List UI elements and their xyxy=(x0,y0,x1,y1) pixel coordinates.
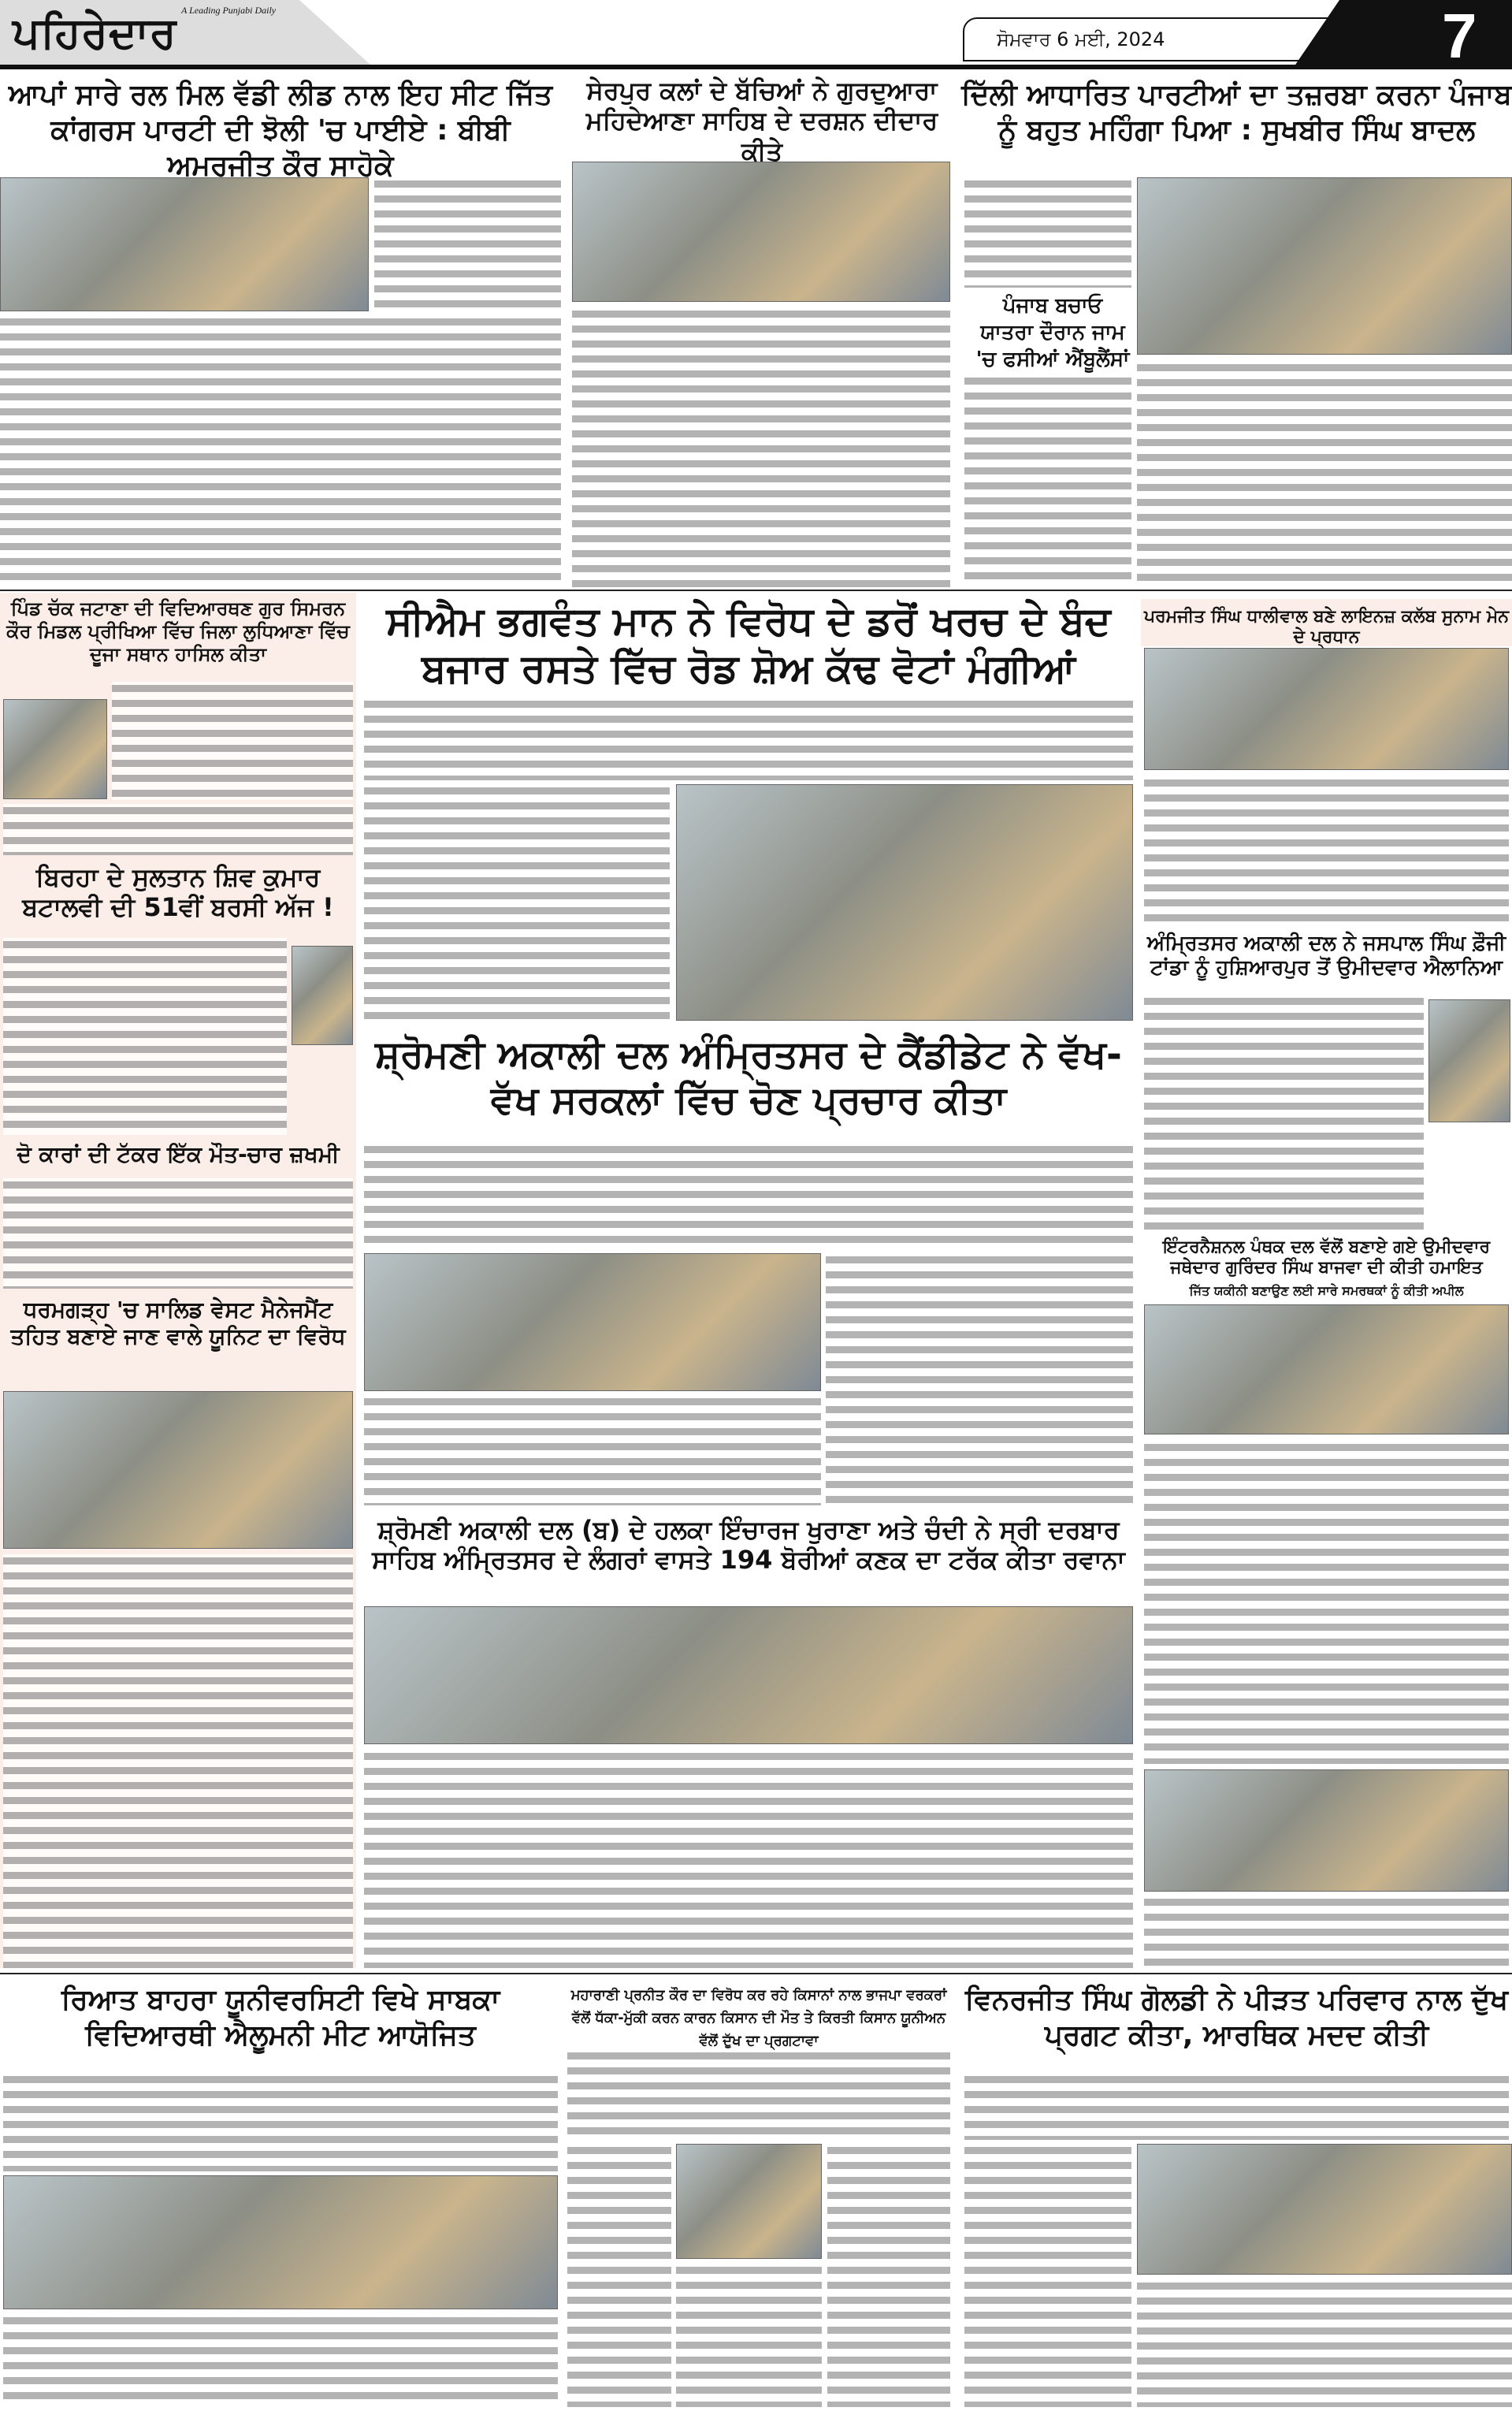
headline-goldi: ਵਿਨਰਜੀਤ ਸਿੰਘ ਗੋਲਡੀ ਨੇ ਪੀੜਤ ਪਰਿਵਾਰ ਨਾਲ ਦੁੱਖ ਪ੍ਰਗਟ ਕੀਤਾ, ਆਰਥਿਕ ਮਦਦ ਕੀਤੀ xyxy=(964,1984,1509,2052)
headline-congress: ਆਪਾਂ ਸਾਰੇ ਰਲ ਮਿਲ ਵੱਡੀ ਲੀਡ ਨਾਲ ਇਹ ਸੀਟ ਜਿੱਤ ਕਾਂਗਰਸ ਪਾਰਟੀ ਦੀ ਝੋਲੀ 'ਚ ਪਾਈਏ : ਬੀਬੀ ਅਮਰਜੀਤ ਕੌਰ ਸਾਹੋਕੇ xyxy=(8,79,553,182)
article-text xyxy=(112,682,353,800)
article-text xyxy=(1144,776,1509,926)
issue-date: ਸੋਮਵਾਰ 6 ਮਈ, 2024 xyxy=(997,28,1165,50)
headline-sad-amritsar-candidate: ਸ਼੍ਰੋਮਣੀ ਅਕਾਲੀ ਦਲ ਅੰਮ੍ਰਿਤਸਰ ਦੇ ਕੈਂਡੀਡੇਟ ਨੇ ਵੱਖ-ਵੱਖ ਸਰਕਲਾਂ ਵਿੱਚ ਚੋਣ ਪ੍ਰਚਾਰ ਕੀਤਾ xyxy=(375,1032,1122,1122)
subhead-appeal: ਜਿੱਤ ਯਕੀਨੀ ਬਣਾਉਣ ਲਈ ਸਾਰੇ ਸਮਰਥਕਾਂ ਨੂੰ ਕੀਤੀ ਅਪੀਲ xyxy=(1189,1283,1464,1298)
tagline: A Leading Punjabi Daily xyxy=(181,5,277,16)
photo-sukhbir-badal xyxy=(1137,177,1512,355)
page-number-tab xyxy=(1292,0,1512,69)
article-text xyxy=(964,177,1131,288)
article-text xyxy=(964,374,1131,587)
subhead-ambulances: ਪੰਜਾਬ ਬਚਾਓ ਯਾਤਰਾ ਦੌਰਾਨ ਜਾਮ 'ਚ ਫਸੀਆਂ ਐਂਬੂਲੈਂਸਾਂ xyxy=(975,294,1130,371)
headline-cm-mann: ਸੀਐਮ ਭਗਵੰਤ ਮਾਨ ਨੇ ਵਿਰੋਧ ਦੇ ਡਰੋਂ ਖਰਚ ਦੇ ਬੰਦ ਬਜਾਰ ਰਸਤੇ ਵਿੱਚ ਰੋਡ ਸ਼ੋਅ ਕੱਢ ਵੋਟਾਂ ਮੰਗੀਆਂ xyxy=(386,598,1111,691)
article-text xyxy=(826,1253,1133,1505)
article-text xyxy=(827,2144,950,2407)
article-text xyxy=(1144,995,1424,1231)
article-text xyxy=(1137,2279,1512,2407)
headline-jaspal-fauji: ਅੰਮ੍ਰਿਤਸਰ ਅਕਾਲੀ ਦਲ ਨੇ ਜਸਪਾਲ ਸਿੰਘ ਫ਼ੌਜੀ ਟਾਂਡਾ ਨੂੰ ਹੁਸ਼ਿਆਰਪੁਰ ਤੋਂ ਉਮੀਦਵਾਰ ਐਲਾਨਿਆ xyxy=(1146,932,1506,980)
headline-sherpur: ਸੇਰਪੁਰ ਕਲਾਂ ਦੇ ਬੱਚਿਆਂ ਨੇ ਗੁਰਦੁਆਰਾ ਮਹਿਦੇਆਣਾ ਸਾਹਿਬ ਦੇ ਦਰਸ਼ਨ ਦੀਦਾਰ ਕੀਤੇ xyxy=(585,76,938,166)
photo-children-gurdwara xyxy=(572,162,950,302)
photo-jaspal-singh xyxy=(1428,999,1510,1122)
headline-sukhbir: ਦਿੱਲੀ ਆਧਾਰਿਤ ਪਾਰਟੀਆਂ ਦਾ ਤਜ਼ਰਬਾ ਕਰਨਾ ਪੰਜਾਬ ਨੂੰ ਬਹੁਤ ਮਹਿੰਗਾ ਪਿਆ : ਸੁਖਬੀਰ ਸਿੰਘ ਬਾਦਲ xyxy=(961,79,1512,147)
article-text xyxy=(572,307,950,587)
article-text xyxy=(567,2144,671,2407)
photo-protest xyxy=(3,1391,353,1549)
article-text xyxy=(364,698,1133,780)
article-text xyxy=(364,1143,1133,1249)
photo-alumni-meet xyxy=(3,2175,558,2309)
headline-batalvi: ਬਿਰਹਾ ਦੇ ਸੁਲਤਾਨ ਸ਼ਿਵ ਕੁਮਾਰ ਬਟਾਲਵੀ ਦੀ 51ਵੀਂ ਬਰਸੀ ਅੱਜ ! xyxy=(22,862,334,923)
article-text xyxy=(3,1178,353,1289)
article-text xyxy=(3,2073,558,2171)
photo-panthak-dal xyxy=(1144,1304,1509,1434)
article-text xyxy=(567,2049,950,2140)
article-text xyxy=(964,2073,1509,2140)
article-text xyxy=(1144,1441,1509,1764)
article-text xyxy=(364,784,670,1021)
photo-goldi-family xyxy=(1137,2144,1512,2275)
article-text xyxy=(374,177,561,311)
photo-shiv-kumar xyxy=(292,946,353,1045)
article-text xyxy=(364,1750,1133,1968)
photo-meeting xyxy=(1144,1769,1509,1892)
article-text xyxy=(3,804,353,855)
photo-campaign xyxy=(364,1253,821,1391)
article-text xyxy=(3,1554,353,1968)
headline-chak-jatana: ਪਿੰਡ ਚੱਕ ਜਟਾਣਾ ਦੀ ਵਿਦਿਆਰਥਣ ਗੁਰ ਸਿਮਰਨ ਕੌਰ ਮਿਡਲ ਪ੍ਰੀਖਿਆ ਵਿੱਚ ਜਿਲਾ ਲੁਧਿਆਣਾ ਵਿੱਚ ਦੂਜਾ ਸਥਾਨ ਹਾਸਿਲ ਕੀਤਾ xyxy=(6,597,350,665)
headline-rayat-bahra: ਰਿਆਤ ਬਾਹਰਾ ਯੂਨੀਵਰਸਿਟੀ ਵਿਖੇ ਸਾਬਕਾ ਵਿਦਿਆਰਥੀ ਐਲੂਮਨੀ ਮੀਟ ਆਯੋਜਿਤ xyxy=(61,1984,500,2052)
photo-road-show xyxy=(676,784,1133,1021)
headline-car-collision: ਦੋ ਕਾਰਾਂ ਦੀ ਟੱਕਰ ਇੱਕ ਮੌਤ-ਚਾਰ ਜ਼ਖਮੀ xyxy=(17,1141,340,1167)
headline-panthak-dal: ਇੰਟਰਨੈਸ਼ਨਲ ਪੰਥਕ ਦਲ ਵੱਲੋਂ ਬਣਾਏ ਗਏ ਉਮੀਦਵਾਰ ਜਥੇਦਾਰ ਗੁਰਿੰਦਰ ਸਿੰਘ ਬਾਜਵਾ ਦੀ ਕੀਤੀ ਹਮਾਇਤ xyxy=(1162,1237,1491,1278)
article-text xyxy=(0,315,561,587)
article-text xyxy=(1137,361,1512,587)
headline-wheat-truck: ਸ਼੍ਰੋਮਣੀ ਅਕਾਲੀ ਦਲ (ਬ) ਦੇ ਹਲਕਾ ਇੰਚਾਰਜ ਖੁਰਾਣਾ ਅਤੇ ਚੰਦੀ ਨੇ ਸ੍ਰੀ ਦਰਬਾਰ ਸਾਹਿਬ ਅੰਮ੍ਰਿਤਸਰ ਦੇ ਲੰਗਰਾਂ ਵਾਸਤੇ 194 ਬੋਰੀਆਂ ਕਣਕ ਦਾ ਟਰੱਕ ਕੀਤਾ ਰਵਾਨਾ xyxy=(372,1515,1125,1576)
article-text xyxy=(964,2144,1131,2407)
headline-farmer-death: ਮਹਾਰਾਣੀ ਪ੍ਰਨੀਤ ਕੌਰ ਦਾ ਵਿਰੋਧ ਕਰ ਰਹੇ ਕਿਸਾਨਾਂ ਨਾਲ ਭਾਜਪਾ ਵਰਕਰਾਂ ਵੱਲੋਂ ਧੱਕਾ-ਮੁੱਕੀ ਕਰਨ ਕਾਰਨ ਕਿਸਾਨ ਦੀ ਮੌਤ ਤੇ ਕਿਰਤੀ ਕਿਸਾਨ ਯੂਨੀਅਨ ਵੱਲੋਂ ਦੁੱਖ ਦਾ ਪ੍ਰਗਟਾਵਾ xyxy=(570,1987,947,2049)
article-text xyxy=(676,2264,822,2407)
divider xyxy=(0,1973,1512,1974)
article-text xyxy=(364,1395,821,1505)
photo-congress-rally xyxy=(0,177,369,311)
page-number: 7 xyxy=(1442,1,1477,71)
photo-farmer-leaders xyxy=(676,2144,822,2259)
article-text xyxy=(1144,1896,1509,1968)
article-text xyxy=(3,938,287,1135)
divider xyxy=(0,590,1512,591)
article-text xyxy=(3,2314,558,2407)
masthead xyxy=(0,0,1512,69)
newspaper-logo: ਪਹਿਰੇਦਾਰ xyxy=(13,8,177,58)
photo-student xyxy=(3,699,107,799)
headline-dharamgarh: ਧਰਮਗੜ੍ਹ 'ਚ ਸਾਲਿਡ ਵੇਸਟ ਮੈਨੇਜਮੈਂਟ ਤਹਿਤ ਬਣਾਏ ਜਾਣ ਵਾਲੇ ਯੂਨਿਟ ਦਾ ਵਿਰੋਧ xyxy=(10,1297,346,1349)
headline-lions-club: ਪਰਮਜੀਤ ਸਿੰਘ ਧਾਲੀਵਾਲ ਬਣੇ ਲਾਇਨਜ਼ ਕਲੱਬ ਸੁਨਾਮ ਮੇਨ ਦੇ ਪ੍ਰਧਾਨ xyxy=(1143,607,1510,648)
photo-lions-club xyxy=(1144,648,1509,770)
photo-wheat-truck xyxy=(364,1606,1133,1744)
